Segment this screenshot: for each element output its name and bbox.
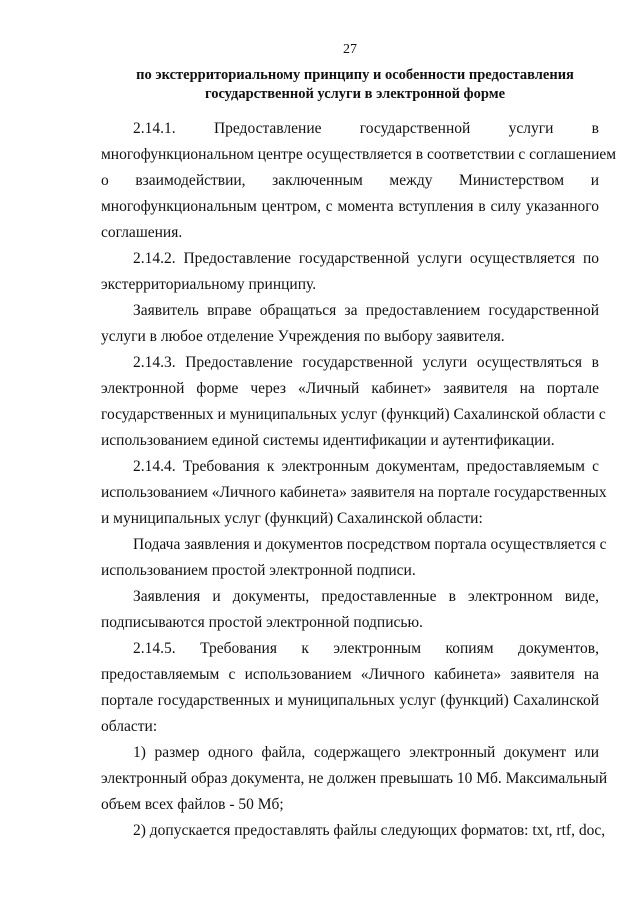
- text-line: подписываются простой электронной подписью.: [101, 614, 423, 631]
- text-line: 2) допускается предоставлять файлы следующих форматов: txt, rtf, doc,: [133, 822, 606, 839]
- text-line: многофункциональном центре осуществляется в соответствии с соглашением: [101, 146, 617, 163]
- text-line: услуги в любое отделение Учреждения по выбору заявителя.: [101, 328, 505, 345]
- text-line: государственных и муниципальных услуг (функций) Сахалинской области с: [101, 406, 606, 423]
- text-line: Подача заявления и документов посредством портала осуществляется с: [133, 536, 607, 553]
- text-line: 2.14.3. Предоставление государственной услуги осуществляться в: [133, 354, 599, 371]
- section-heading: [80, 66, 630, 104]
- heading-line: по экстерриториальному принципу и особенности предоставления: [136, 67, 574, 83]
- text-line: соглашения.: [101, 224, 183, 241]
- text-line: многофункциональным центром, с момента вступления в силу указанного: [101, 198, 599, 215]
- text-line: 2.14.2. Предоставление государственной услуги осуществляется по: [133, 250, 599, 267]
- text-line: использованием «Личного кабинета» заявителя на портале государственных: [101, 484, 607, 501]
- text-line: объем всех файлов - 50 Мб;: [101, 796, 284, 813]
- text-line: экстерриториальному принципу.: [101, 276, 317, 293]
- text-line: 1) размер одного файла, содержащего электронный документ или: [133, 744, 599, 761]
- text-line: 2.14.1. Предоставление государственной услуги в: [133, 120, 599, 137]
- text-line: использованием простой электронной подписи.: [101, 562, 416, 579]
- text-line: 2.14.4. Требования к электронным документам, предоставляемым с: [133, 458, 599, 475]
- text-line: электронной форме через «Личный кабинет» заявителя на портале: [101, 380, 599, 397]
- text-line: Заявления и документы, предоставленные в электронном виде,: [133, 588, 599, 605]
- text-line: Заявитель вправе обращаться за предоставлением государственной: [133, 302, 599, 319]
- text-line: о взаимодействии, заключенным между Министерством и: [101, 172, 599, 189]
- text-line: предоставляемым с использованием «Личного кабинета» заявителя на: [101, 666, 599, 683]
- text-line: области:: [101, 718, 158, 735]
- text-line: и муниципальных услуг (функций) Сахалинской области:: [101, 510, 483, 527]
- page-number: 27: [343, 42, 357, 57]
- text-line: портале государственных и муниципальных услуг (функций) Сахалинской: [101, 692, 599, 709]
- text-line: электронный образ документа, не должен превышать 10 Мб. Максимальный: [101, 770, 608, 787]
- text-line: 2.14.5. Требования к электронным копиям документов,: [133, 640, 599, 657]
- text-line: использованием единой системы идентификации и аутентификации.: [101, 432, 555, 449]
- heading-line: государственной услуги в электронной форме: [204, 86, 506, 102]
